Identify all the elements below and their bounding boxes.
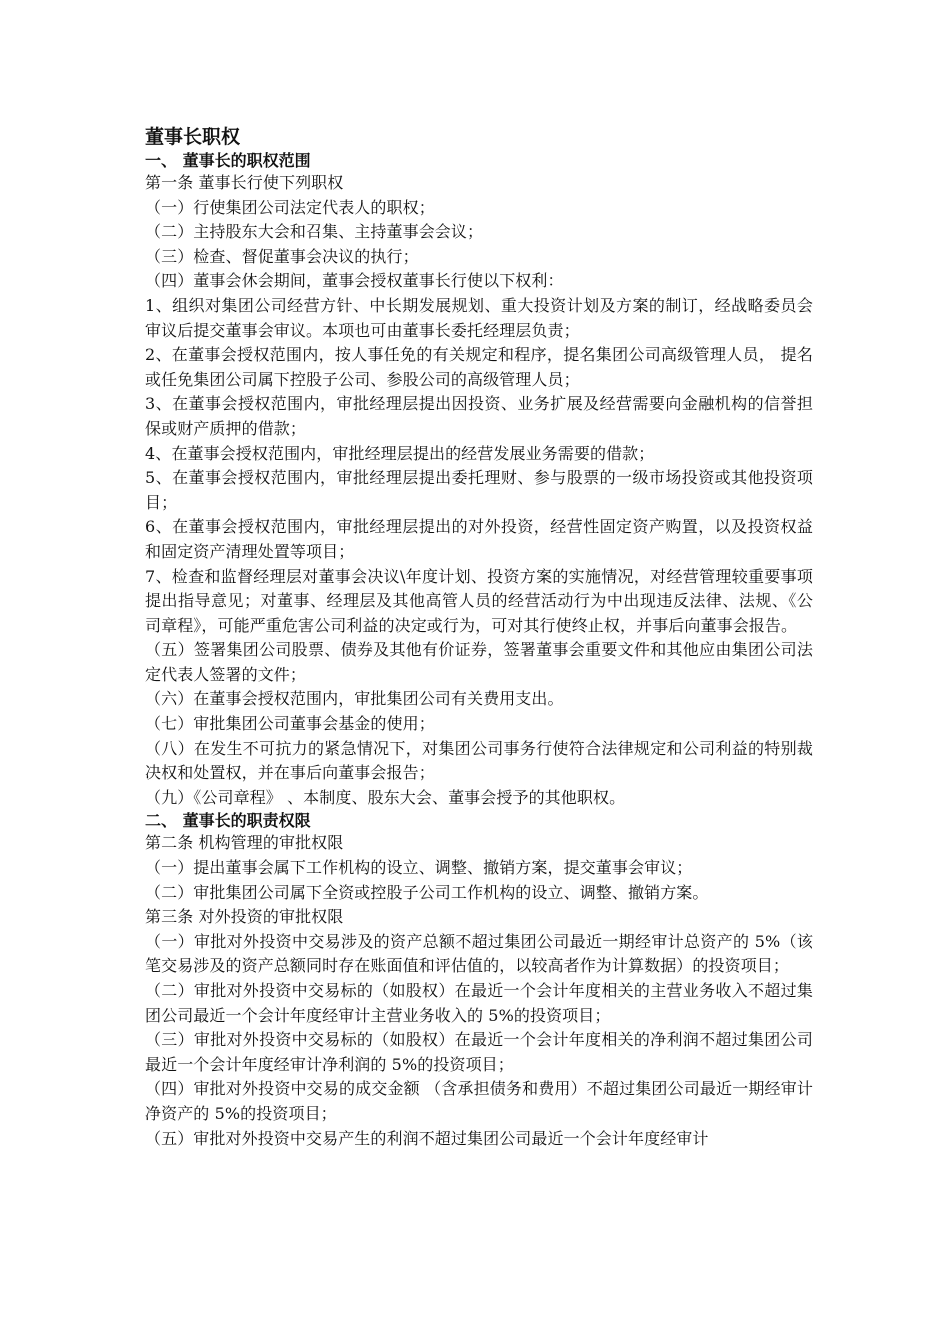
article-heading: 第三条 对外投资的审批权限 (145, 907, 344, 927)
sub-item: 5、在董事会授权范围内，审批经理层提出委托理财、参与股票的一级市场投资或其他投资项目； (145, 468, 813, 512)
article-heading: 第一条 董事长行使下列职权 (145, 173, 344, 192)
section-heading: 一、 董事长的职权范围 (145, 151, 311, 170)
section-heading: 二、 董事长的职责权限 (145, 811, 311, 831)
sub-item: 4、在董事会授权范围内，审批经理层提出的经营发展业务需要的借款； (145, 443, 655, 463)
list-item: （二）审批对外投资中交易标的（如股权）在最近一个会计年度相关的主营业务收入不超过集团公司最近一个会计年度经审计主营业务收入的 5%的投资项目； (145, 981, 813, 1025)
list-item: （三）检查、督促董事会决议的执行； (145, 246, 419, 266)
list-item: （一）审批对外投资中交易涉及的资产总额不超过集团公司最近一期经审计总资产的 5%（该笔交易涉及的资产总额同时存在账面值和评估值的，以较高者作为计算数据）的投资项目； (145, 931, 813, 976)
article-heading: 第二条 机构管理的审批权限 (145, 833, 344, 853)
list-item: （八）在发生不可抗力的紧急情况下，对集团公司事务行使符合法律规定和公司利益的特别裁决权和处置权，并在事后向董事会报告； (145, 738, 813, 783)
list-item: （一）行使集团公司法定代表人的职权； (145, 197, 435, 217)
list-item: （三）审批对外投资中交易标的（如股权）在最近一个会计年度相关的净利润不超过集团公司最近一个会计年度经审计净利润的 5%的投资项目； (145, 1030, 813, 1074)
list-item: （九）《公司章程》 、本制度、股东大会、董事会授予的其他职权。 (145, 787, 626, 807)
list-item: （五）审批对外投资中交易产生的利润不超过集团公司最近一个会计年度经审计 (145, 1128, 709, 1148)
sub-item: 1、组织对集团公司经营方针、中长期发展规划、重大投资计划及方案的制订，经战略委员会审议后提交董事会审议。本项也可由董事长委托经理层负责； (145, 295, 813, 340)
sub-item: 2、在董事会授权范围内，按人事任免的有关规定和程序，提名集团公司高级管理人员， 提名或任免集团公司属下控股子公司、参股公司的高级管理人员； (145, 345, 813, 389)
list-item: （二）主持股东大会和召集、主持董事会会议； (145, 222, 484, 242)
sub-item: 3、在董事会授权范围内，审批经理层提出因投资、业务扩展及经营需要向金融机构的信誉担保或财产质押的借款； (145, 394, 813, 438)
document-title: 董事长职权 (145, 126, 241, 148)
list-item: （四）审批对外投资中交易的成交金额 （含承担债务和费用）不超过集团公司最近一期经审计净资产的 5%的投资项目； (145, 1079, 813, 1123)
document-page (145, 124, 813, 1151)
list-item: （六）在董事会授权范围内，审批集团公司有关费用支出。 (145, 689, 564, 709)
list-item: （四）董事会休会期间，董事会授权董事长行使以下权利： (145, 271, 564, 291)
list-item: （五）签署集团公司股票、债券及其他有价证券，签署董事会重要文件和其他应由集团公司法定代表人签署的文件； (145, 640, 813, 684)
list-item: （一）提出董事会属下工作机构的设立、调整、撤销方案，提交董事会审议； (145, 858, 693, 878)
list-item: （七）审批集团公司董事会基金的使用； (145, 714, 435, 734)
sub-item: 6、在董事会授权范围内，审批经理层提出的对外投资，经营性固定资产购置，以及投资权益和固定资产清理处置等项目； (145, 517, 813, 561)
sub-item: 7、检查和监督经理层对董事会决议\年度计划、投资方案的实施情况，对经营管理较重要事项提出指导意见；对董事、经理层及其他高管人员的经营活动行为中出现违反法律、法规、《公司章程》，可能严重危害公司利益的决定或行为，可对其行使终止权，并事后向董事会报告。 (145, 566, 813, 635)
list-item: （二）审批集团公司属下全资或控股子公司工作机构的设立、调整、撤销方案。 (145, 882, 709, 902)
